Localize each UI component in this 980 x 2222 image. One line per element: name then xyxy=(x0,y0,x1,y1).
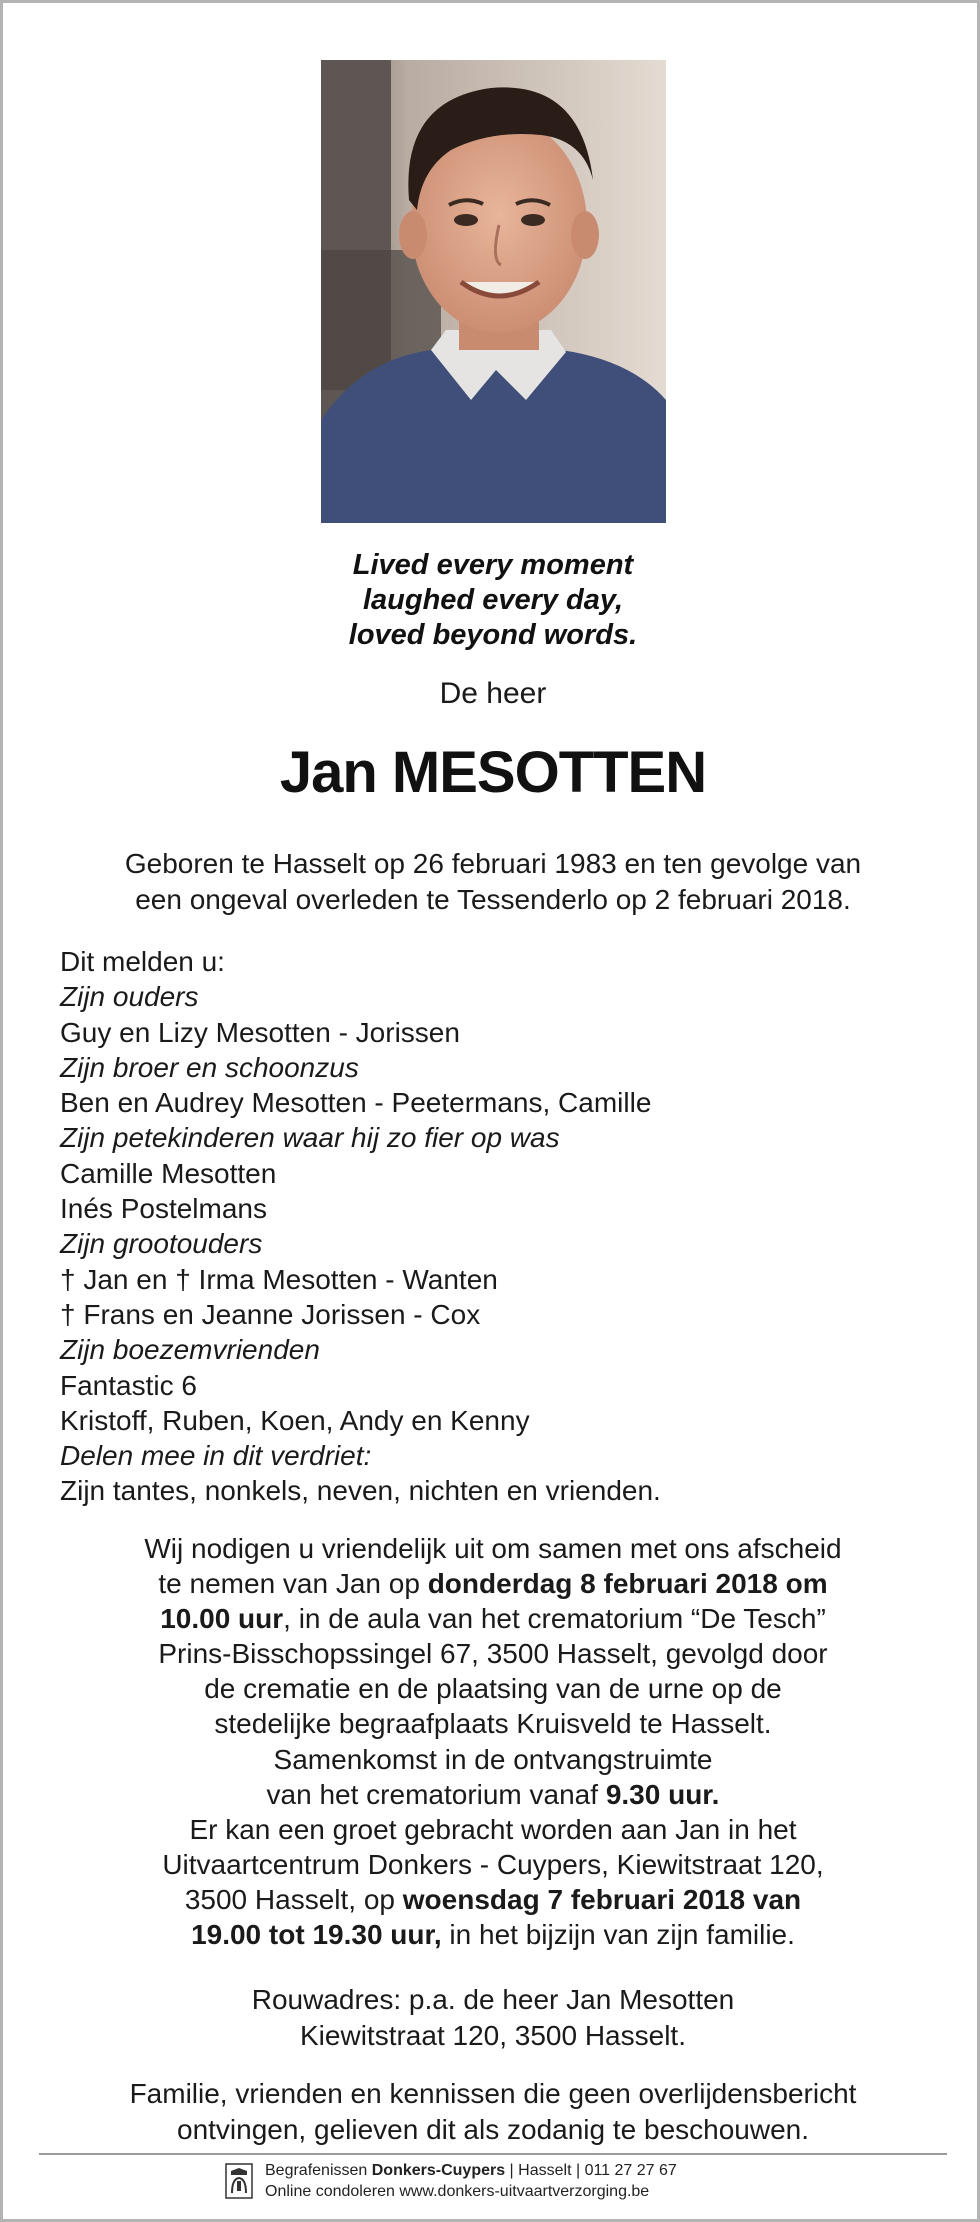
ceremony-text: in het bijzijn van zijn familie. xyxy=(441,1919,795,1951)
ceremony-line xyxy=(3,1601,980,1636)
ceremony-line xyxy=(3,1917,980,1952)
family-line: Zijn tantes, nonkels, neven, nichten en vrienden. xyxy=(60,1475,661,1507)
motto-line: laughed every day, xyxy=(362,584,624,616)
funeral-home-logo-icon xyxy=(225,2163,253,2199)
family-line: Camille Mesotten xyxy=(60,1157,277,1189)
motto-line: Lived every moment xyxy=(352,549,634,581)
salutation: De heer xyxy=(439,677,547,710)
ceremony-line xyxy=(3,1777,980,1812)
mourning-address xyxy=(3,1982,980,2054)
ceremony-line: Wij nodigen u vriendelijk uit om samen met ons afscheid xyxy=(144,1533,842,1564)
funeral-home-footer xyxy=(3,2160,980,2204)
notice-line: ontvingen, gelieven dit als zodanig te beschouwen. xyxy=(177,2114,809,2145)
footer-contact-line xyxy=(265,2160,677,2181)
footer-city: Hasselt xyxy=(518,2162,572,2179)
ceremony-line: de crematie en de plaatsing van de urne op de xyxy=(204,1673,782,1705)
ceremony-line xyxy=(3,1566,980,1601)
family-line: Zijn grootouders xyxy=(60,1228,263,1260)
footer-company: Donkers-Cuypers xyxy=(371,2162,506,2179)
ceremony-text: , in de aula van het crematorium “De Tesch” xyxy=(283,1603,826,1635)
ceremony-date: donderdag 8 februari 2018 om xyxy=(427,1568,828,1600)
ceremony-time: 10.00 uur xyxy=(160,1603,284,1635)
birth-death-statement xyxy=(3,846,980,918)
visitation-date: woensdag 7 februari 2018 van xyxy=(402,1883,802,1915)
footer-online-line[interactable]: Online condoleren www.donkers-uitvaartverzorging.be xyxy=(265,2183,650,2200)
ceremony-line: Samenkomst in de ontvangstruimte xyxy=(273,1743,713,1775)
ceremony-line: stedelijke begraafplaats Kruisveld te Hasselt. xyxy=(214,1708,772,1740)
ceremony-line: Er kan een groet gebracht worden aan Jan in het xyxy=(189,1813,797,1845)
motto-quote xyxy=(3,548,980,653)
family-line: Zijn broer en schoonzus xyxy=(60,1051,359,1083)
family-line: Zijn boezemvrienden xyxy=(60,1334,320,1366)
deceased-name: Jan MESOTTEN xyxy=(279,740,707,805)
ceremony-line xyxy=(3,1882,980,1917)
footer-prefix: Begrafenissen xyxy=(265,2162,372,2179)
footer-text xyxy=(265,2160,677,2202)
footer-divider xyxy=(39,2153,947,2155)
closing-notice xyxy=(3,2076,980,2148)
family-line: Zijn petekinderen waar hij zo fier op was xyxy=(60,1122,560,1154)
footer-separator: | xyxy=(505,2162,519,2179)
portrait-photo xyxy=(321,60,666,523)
ceremony-invitation xyxy=(3,1531,980,1952)
footer-separator: | xyxy=(571,2162,585,2179)
ceremony-line: Uitvaartcentrum Donkers - Cuypers, Kiewitstraat 120, xyxy=(162,1848,824,1880)
ceremony-text: van het crematorium vanaf xyxy=(266,1778,606,1810)
ceremony-line: Prins-Bisschopssingel 67, 3500 Hasselt, gevolgd door xyxy=(158,1638,828,1670)
family-line: Zijn ouders xyxy=(60,981,199,1013)
family-intro: Dit melden u: xyxy=(60,946,225,977)
family-line: Fantastic 6 xyxy=(60,1369,197,1401)
address-line: Rouwadres: p.a. de heer Jan Mesotten xyxy=(251,1984,735,2015)
family-line: Inés Postelmans xyxy=(60,1193,267,1225)
family-line: Kristoff, Ruben, Koen, Andy en Kenny xyxy=(60,1404,530,1436)
notice-line: Familie, vrienden en kennissen die geen overlijdensbericht xyxy=(129,2078,857,2109)
birth-line: een ongeval overleden te Tessenderlo op 2 februari 2018. xyxy=(135,884,851,915)
family-list xyxy=(60,944,940,1509)
ceremony-text: 3500 Hasselt, op xyxy=(184,1883,403,1915)
visitation-time: 19.00 tot 19.30 uur, xyxy=(191,1919,442,1951)
family-line: Ben en Audrey Mesotten - Peetermans, Camille xyxy=(60,1087,652,1119)
gathering-time: 9.30 uur. xyxy=(605,1778,720,1810)
family-line: † Jan en † Irma Mesotten - Wanten xyxy=(60,1263,498,1295)
footer-phone: 011 27 27 67 xyxy=(584,2162,677,2179)
family-line: † Frans en Jeanne Jorissen - Cox xyxy=(60,1298,481,1330)
address-line: Kiewitstraat 120, 3500 Hasselt. xyxy=(300,2020,686,2051)
birth-line: Geboren te Hasselt op 26 februari 1983 en ten gevolge van xyxy=(124,848,862,879)
ceremony-text: te nemen van Jan op xyxy=(158,1568,428,1600)
motto-line: loved beyond words. xyxy=(348,619,638,651)
family-line: Guy en Lizy Mesotten - Jorissen xyxy=(60,1016,460,1048)
family-line: Delen mee in dit verdriet: xyxy=(60,1440,372,1472)
portrait-illustration xyxy=(321,60,666,523)
